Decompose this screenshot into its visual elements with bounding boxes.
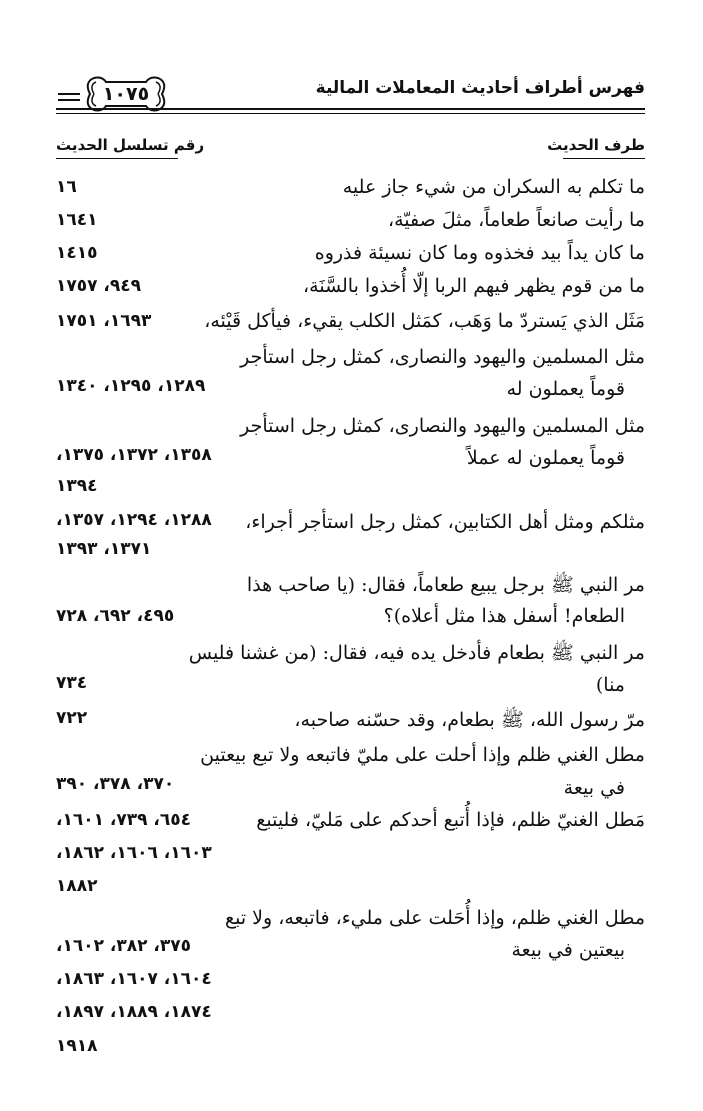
- hadith-line: مثلكم ومثل أهل الكتابين، كمثل رجل استأجر أجراء،: [245, 511, 645, 533]
- hadith-line: مثل المسلمين واليهود والنصارى، كمثل رجل استأجر: [240, 346, 645, 368]
- serial-refs: ٣٧٥، ٣٨٢، ١٦٠٢،: [56, 936, 192, 956]
- page-number: ١٠٧٥: [102, 83, 150, 105]
- column-head-hadith: طرف الحديث: [547, 136, 645, 154]
- serial-refs: ١٨٨٢: [56, 876, 98, 896]
- hadith-line: مر النبي ﷺ بطعام فأدخل يده فيه، فقال: (من غشنا فليس: [188, 642, 645, 664]
- hadith-line: مثل المسلمين واليهود والنصارى، كمثل رجل استأجر: [240, 415, 645, 437]
- running-title: فهرس أطراف أحاديث المعاملات المالية: [315, 78, 645, 98]
- serial-refs: ١٦٤١: [56, 210, 98, 230]
- serial-refs: ١٦٩٣، ١٧٥١: [56, 311, 152, 331]
- hadith-line: مَطل الغنيّ ظلم، فإذا أُتبع أحدكم على مَليّ، فليتبع: [256, 809, 645, 831]
- hadith-line: الطعام! أسفل هذا مثل أعلاه)؟: [383, 605, 625, 627]
- hadith-line: ما تكلم به السكران من شيء جاز عليه: [342, 176, 645, 198]
- column-head-serial: رقم تسلسل الحديث: [56, 136, 205, 154]
- hadith-line: في بيعة: [563, 777, 625, 799]
- serial-refs: ٧٢٢: [56, 708, 88, 728]
- hadith-line: مَثَل الذي يَستردّ ما وَهَب، كمَثل الكلب يقيء، فيأكل قَيْئه،: [204, 310, 645, 332]
- serial-refs: ١٨٧٤، ١٨٨٩، ١٨٩٧،: [56, 1002, 212, 1022]
- header-rule-thin: [56, 113, 645, 114]
- serial-refs: ١٣٩٤: [56, 476, 98, 496]
- serial-refs: ٩٤٩، ١٧٥٧: [56, 276, 142, 296]
- serial-refs: ١٢٨٨، ١٢٩٤، ١٣٥٧،: [56, 510, 212, 530]
- serial-refs: ٧٣٤: [56, 673, 88, 693]
- hadith-line: مطل الغني ظلم وإذا أحلت على مليّ فاتبعه ولا تبع بيعتين: [200, 744, 645, 766]
- hadith-line: مر النبي ﷺ برجل يبيع طعاماً، فقال: (يا صاحب هذا: [246, 574, 645, 596]
- hadith-line: ما كان يداً بيد فخذوه وما كان نسيئة فذروه: [314, 242, 645, 264]
- hadith-line: قوماً يعملون له عملاً: [466, 447, 625, 469]
- serial-refs: ١٦: [56, 177, 77, 197]
- hadith-line: مرّ رسول الله، ﷺ بطعام، وقد حسّنه صاحبه،: [294, 709, 645, 731]
- column-head-underline: [56, 158, 178, 159]
- hadith-line: بيعتين في بيعة: [511, 939, 625, 961]
- hadith-line: قوماً يعملون له: [506, 378, 625, 400]
- hadith-line: مطل الغني ظلم، وإذا أُحَلت على مليء، فاتبعه، ولا تبع: [224, 907, 645, 929]
- serial-refs: ١٤١٥: [56, 243, 98, 263]
- serial-refs: ٦٥٤، ٧٣٩، ١٦٠١،: [56, 810, 192, 830]
- serial-refs: ١٦٠٤، ١٦٠٧، ١٨٦٣،: [56, 969, 212, 989]
- column-head-underline: [563, 158, 645, 159]
- header-rule: [56, 108, 645, 110]
- header-dash: [58, 93, 80, 95]
- serial-refs: ٣٧٠، ٣٧٨، ٣٩٠: [56, 774, 175, 794]
- hadith-line: ما من قوم يظهر فيهم الربا إلّا أُخذوا بالسَّنَة،: [303, 275, 645, 297]
- serial-refs: ٤٩٥، ٦٩٢، ٧٢٨: [56, 606, 175, 626]
- serial-refs: ١٩١٨: [56, 1036, 98, 1056]
- header-dash: [58, 99, 80, 101]
- serial-refs: ١٣٧١، ١٣٩٣: [56, 539, 152, 559]
- serial-refs: ١٢٨٩، ١٢٩٥، ١٣٤٠: [56, 376, 206, 396]
- serial-refs: ١٣٥٨، ١٣٧٢، ١٣٧٥،: [56, 445, 212, 465]
- serial-refs: ١٦٠٣، ١٦٠٦، ١٨٦٢،: [56, 843, 212, 863]
- hadith-line: منا): [595, 674, 625, 696]
- hadith-line: ما رأيت صانعاً طعاماً، مثلَ صفيّة،: [387, 209, 645, 231]
